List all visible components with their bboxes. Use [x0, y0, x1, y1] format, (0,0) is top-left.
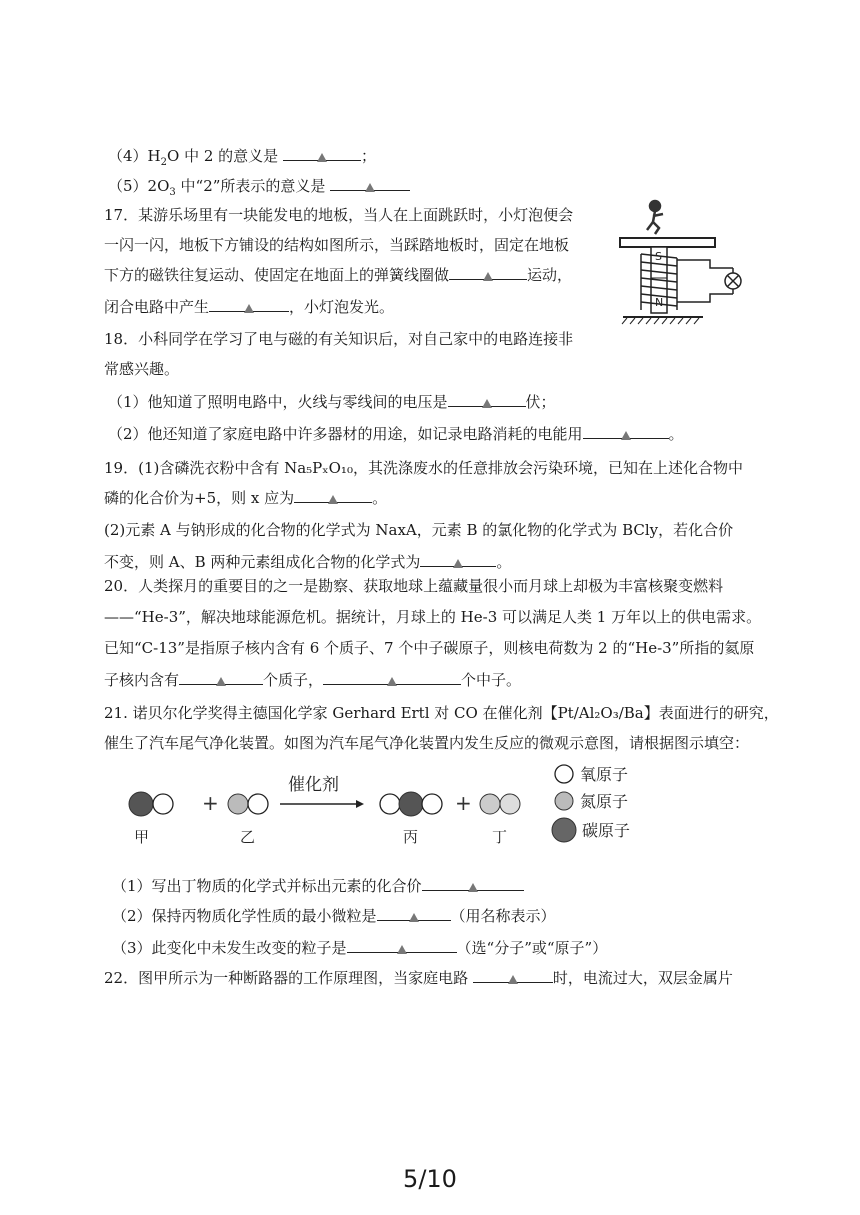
answer-blank[interactable] — [283, 146, 361, 161]
answer-blank[interactable] — [179, 670, 263, 685]
magnet-s-label: S — [655, 250, 662, 263]
q21-sub3: （3）此变化中未发生改变的粒子是 （选“分子”或“原子”） — [112, 939, 608, 957]
q20-line3: 已知“C-13”是指原子核内含有 6 个质子、7 个中子碳原子，则核电荷数为 2 的“He-3”所指的氦原 — [104, 639, 755, 657]
answer-blank[interactable] — [583, 424, 669, 439]
q19-line3: (2)元素 A 与钠形成的化合物的化学式为 NaxA，元素 B 的氯化物的化学式为 BCly，若化合价 — [104, 521, 734, 539]
label-bing: 丙 — [403, 828, 419, 846]
q16-line5: $(5)2O_3$ 中“2”所表示的意义是 — [108, 176, 410, 203]
triangle-icon — [328, 495, 338, 504]
legend-carbon: 碳原子 — [582, 821, 631, 840]
q20-line2: ——“He-3”，解决地球能源危机。据统计，月球上的 He-3 可以满足人类 1 万年以上的供电需求。 — [104, 608, 762, 626]
triangle-icon — [482, 399, 492, 408]
page-number: 5/10 — [403, 1165, 457, 1193]
person-icon — [647, 201, 663, 234]
molecule-jia — [129, 792, 173, 816]
label-yi: 乙 — [240, 828, 256, 846]
floor-generator-figure — [615, 198, 765, 326]
q21-line1: 21. 诺贝尔化学奖得主德国化学家 Gerhard Ertl 对 CO 在催化剂【Pt/Al₂O₃/Ba】表面进行的研究， — [104, 704, 779, 722]
molecule-ding — [480, 794, 520, 814]
answer-blank[interactable] — [377, 906, 451, 921]
ground-hatch — [622, 318, 699, 324]
answer-blank[interactable] — [330, 176, 410, 191]
q17-line3: 下方的磁铁往复运动、使固定在地面上的弹簧线圈做 运动， — [104, 266, 573, 284]
triangle-icon — [409, 913, 419, 922]
legend-oxygen: 氧原子 — [580, 765, 629, 784]
triangle-icon — [468, 883, 478, 892]
answer-blank[interactable] — [209, 297, 289, 312]
triangle-icon — [365, 183, 375, 192]
label-ding: 丁 — [492, 828, 508, 846]
molecule-yi — [228, 794, 268, 814]
legend-oxygen-swatch — [555, 765, 573, 783]
triangle-icon — [508, 975, 518, 984]
plus-sign: + — [202, 791, 219, 815]
q18-line4: （2）他还知道了家庭电路中许多器材的用途，如记录电路消耗的电能用 。 — [108, 425, 684, 443]
q17-line1: 17．某游乐场里有一块能发电的地板，当人在上面跳跃时，小灯泡便会 — [104, 206, 574, 224]
q20-line1: 20．人类探月的重要目的之一是勘察、获取地球上蕴藏量很小而月球上却极为丰富核聚变燃料 — [104, 577, 724, 595]
answer-blank[interactable] — [347, 938, 457, 953]
q21-sub2: （2）保持丙物质化学性质的最小微粒是 （用名称表示） — [112, 907, 556, 925]
q17-line4: 闭合电路中产生 ，小灯泡发光。 — [104, 298, 395, 316]
triangle-icon — [397, 945, 407, 954]
answer-blank[interactable] — [449, 265, 527, 280]
bulb-icon — [725, 273, 741, 289]
plus-sign: + — [455, 791, 472, 815]
floor-plate — [620, 238, 715, 247]
answer-blank[interactable] — [473, 968, 553, 983]
legend-nitrogen: 氮原子 — [580, 792, 629, 811]
reaction-diagram — [110, 760, 670, 860]
q21-line2: 催生了汽车尾气净化装置。如图为汽车尾气净化装置内发生反应的微观示意图，请根据图示填空： — [104, 734, 750, 752]
magnet-n-label: N — [655, 296, 664, 309]
catalyst-label: 催化剂 — [288, 775, 339, 795]
q20-line4: 子核内含有 个质子， 个中子。 — [104, 671, 522, 689]
q19-line4: 不变，则 A、B 两种元素组成化合物的化学式为 。 — [104, 553, 512, 571]
triangle-icon — [483, 272, 493, 281]
molecule-bing — [380, 792, 442, 816]
legend-carbon-swatch — [552, 818, 576, 842]
q18-line2: 常感兴趣。 — [104, 360, 180, 378]
q19-line1: 19．(1)含磷洗衣粉中含有 Na₅PₓO₁₀，其洗涤废水的任意排放会污染环境，已知在上述化合物中 — [104, 459, 743, 477]
triangle-icon — [387, 677, 397, 686]
q21-sub1: （1）写出丁物质的化学式并标出元素的化合价 — [112, 876, 524, 896]
triangle-icon — [621, 431, 631, 440]
triangle-icon — [216, 677, 226, 686]
q18-line3: （1）他知道了照明电路中，火线与零线间的电压是 伏； — [108, 393, 556, 411]
q19-line2: 磷的化合价为+5，则 x 应为 。 — [104, 489, 388, 507]
answer-blank[interactable] — [422, 876, 524, 891]
legend-nitrogen-swatch — [555, 792, 573, 810]
answer-blank[interactable] — [448, 392, 526, 407]
q18-line1: 18．小科同学在学习了电与磁的有关知识后，对自己家中的电路连接非 — [104, 330, 574, 348]
triangle-icon — [317, 153, 327, 162]
answer-blank[interactable] — [420, 552, 496, 567]
answer-blank[interactable] — [294, 488, 372, 503]
answer-blank[interactable] — [323, 670, 461, 685]
triangle-icon — [453, 559, 463, 568]
label-jia: 甲 — [134, 828, 150, 846]
q22-line1: 22．图甲所示为一种断路器的工作原理图，当家庭电路 时，电流过大，双层金属片 — [104, 969, 733, 987]
q16-line4: $(4)H_2O$ 中 2 的意义是 ； — [108, 147, 376, 168]
q17-line2: 一闪一闪，地板下方铺设的结构如图所示，当踩踏地板时，固定在地板 — [104, 236, 570, 254]
triangle-icon — [244, 304, 254, 313]
